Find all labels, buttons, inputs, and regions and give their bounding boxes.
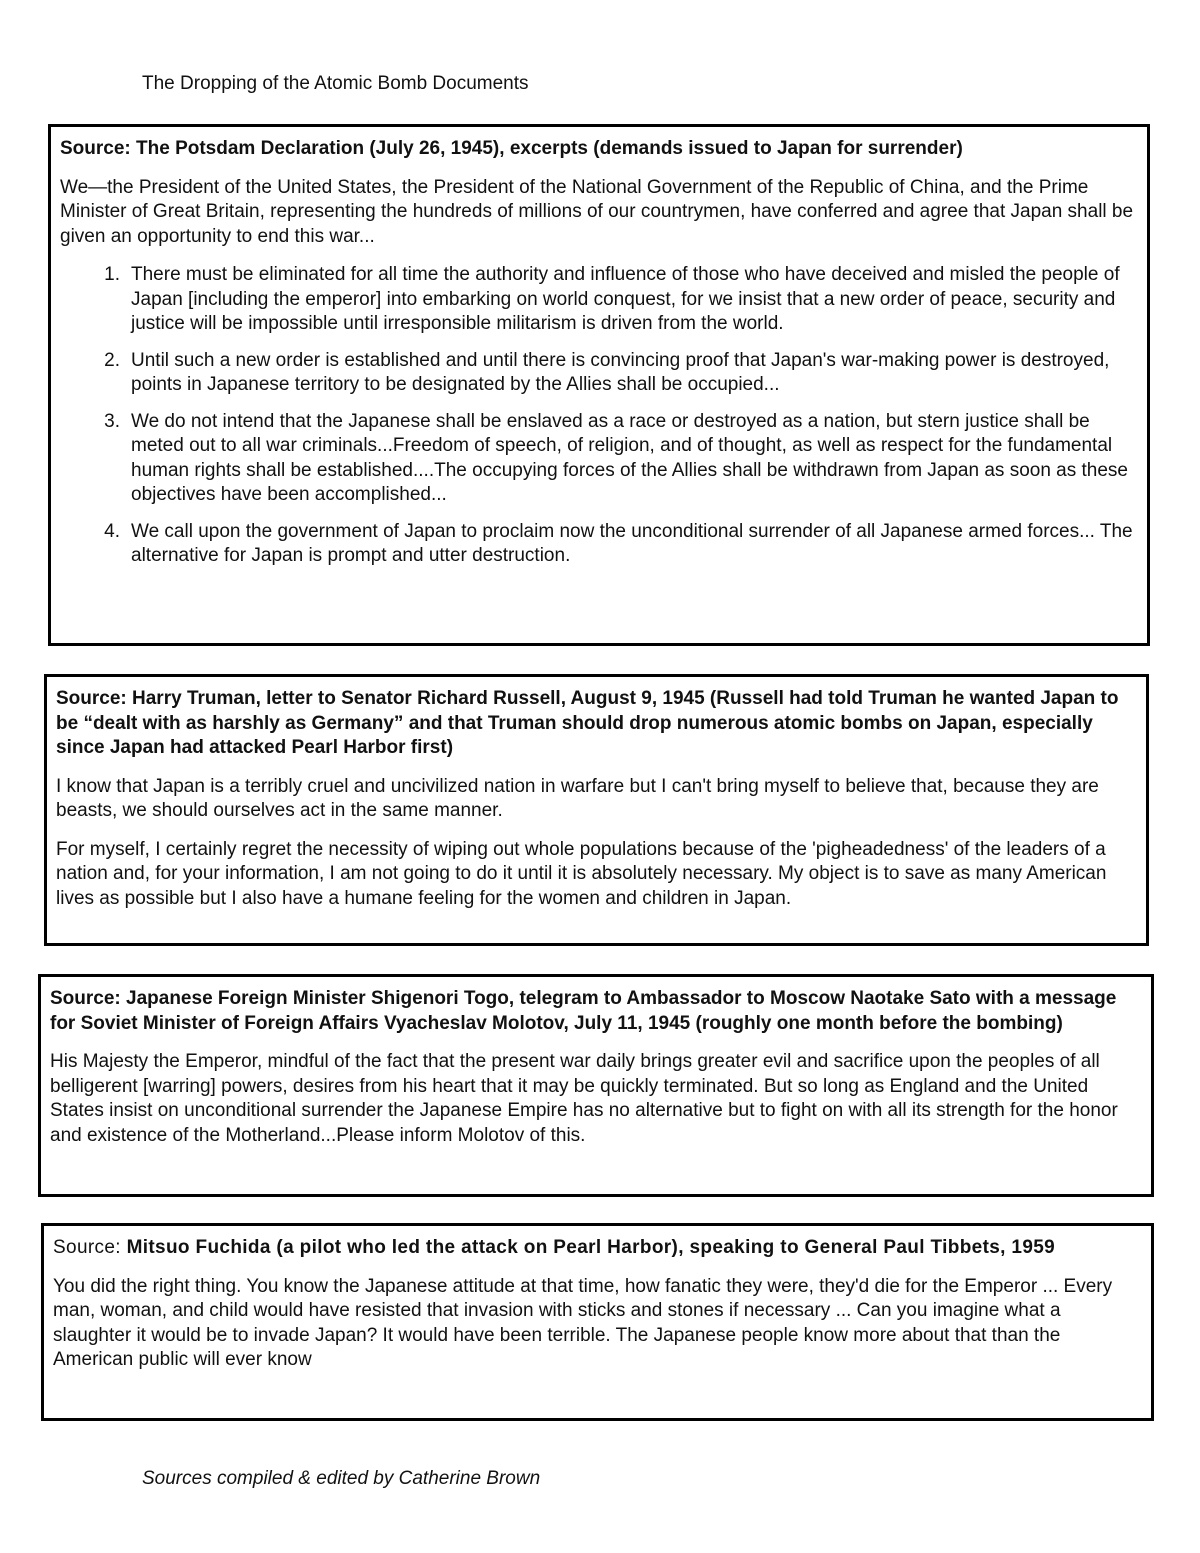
source-heading: Source: The Potsdam Declaration (July 26, 1945), excerpts (demands issued to Japan for surrender): [60, 138, 963, 159]
item-text: We do not intend that the Japanese shall be enslaved as a race or destroyed as a nation, but stern justice shall be meted out to all war criminals...Freedom of speech, of religion, and of thought, as well as respect for the fundamental human rights shall be established....The occupying forces of the Allies shall be withdrawn from Japan as soon as these objectives have been accomplished...: [131, 410, 1128, 505]
source-intro: We—the President of the United States, the President of the National Government of the Republic of China, and the Prime Minister of Great Britain, representing the hundreds of millions of our countrymen, have conferred and agree that Japan shall be given an opportunity to end this war...: [60, 176, 1134, 247]
source-heading: [53, 1236, 1142, 1261]
item-text: Until such a new order is established and until there is convincing proof that Japan's war-making power is destroyed, points in Japanese territory to be designated by the Allies shall be occupied...: [131, 349, 1110, 395]
source-paragraph: His Majesty the Emperor, mindful of the fact that the present war daily brings greater evil and sacrifice upon the peoples of all belligerent [warring] powers, desires from his heart that it may be quickly terminated. But so long as England and the United States insist on unconditional surrender the Japanese Empire has no alternative but to fight on with all its strength for the honor and existence of the Motherland...Please inform Molotov of this.: [50, 1051, 1118, 1146]
source-truman-letter: [44, 674, 1149, 946]
source-fuchida-quote: [41, 1223, 1154, 1421]
source-paragraph: You did the right thing. You know the Japanese attitude at that time, how fanatic they were, they'd die for the Emperor ... Every man, woman, and child would have resisted that invasion with sticks and stones if necessary ... Can you imagine what a slaughter it would be to invade Japan? It would have been terrible. The Japanese people know more about that than the American public will ever know: [53, 1275, 1113, 1370]
item-text: We call upon the government of Japan to proclaim now the unconditional surrender of all Japanese armed forces... The alternative for Japan is prompt and utter destruction.: [131, 520, 1133, 566]
list-item: [60, 410, 1138, 508]
item-number: 1.: [104, 264, 120, 285]
demands-list: [60, 263, 1138, 569]
list-item: [60, 520, 1138, 569]
footer-credit: Sources compiled & edited by Catherine Brown: [142, 1468, 541, 1489]
source-label: Source:: [53, 1237, 127, 1258]
source-heading: Source: Harry Truman, letter to Senator Richard Russell, August 9, 1945 (Russell had told Truman he wanted Japan to be “dealt with as harshly as Germany” and that Truman should drop numerous atomic bombs on Japan, especially since Japan had attacked Pearl Harbor first): [56, 688, 1119, 758]
source-heading: Source: Japanese Foreign Minister Shigenori Togo, telegram to Ambassador to Moscow Naotake Sato with a message for Soviet Minister of Foreign Affairs Vyacheslav Molotov, July 11, 1945 (roughly one month before the bombing): [50, 988, 1117, 1034]
source-togo-telegram: [38, 974, 1154, 1197]
source-paragraph: For myself, I certainly regret the necessity of wiping out whole populations because of the 'pigheadedness' of the leaders of a nation and, for your information, I am not going to do it until it is absolutely necessary. My object is to save as many American lives as possible but I also have a humane feeling for the women and children in Japan.: [56, 838, 1107, 909]
item-number: 3.: [104, 410, 120, 432]
item-number: 2.: [104, 349, 120, 371]
item-text: There must be eliminated for all time the authority and influence of those who have deceived and misled the people of Japan [including the emperor] into embarking on world conquest, for we insist that a new order of peace, security and justice will be impossible until irresponsible militarism is driven from the world.: [131, 264, 1120, 334]
source-potsdam-declaration: [48, 124, 1150, 646]
page-title: The Dropping of the Atomic Bomb Documents: [142, 73, 529, 94]
list-item: [60, 349, 1138, 398]
item-number: 4.: [104, 520, 120, 542]
source-paragraph: I know that Japan is a terribly cruel and uncivilized nation in warfare but I can't bring myself to believe that, because they are beasts, we should ourselves act in the same manner.: [56, 775, 1099, 821]
source-heading-text: Mitsuo Fuchida (a pilot who led the attack on Pearl Harbor), speaking to General Paul Tibbets, 1959: [126, 1237, 1056, 1258]
list-item: [60, 263, 1138, 337]
